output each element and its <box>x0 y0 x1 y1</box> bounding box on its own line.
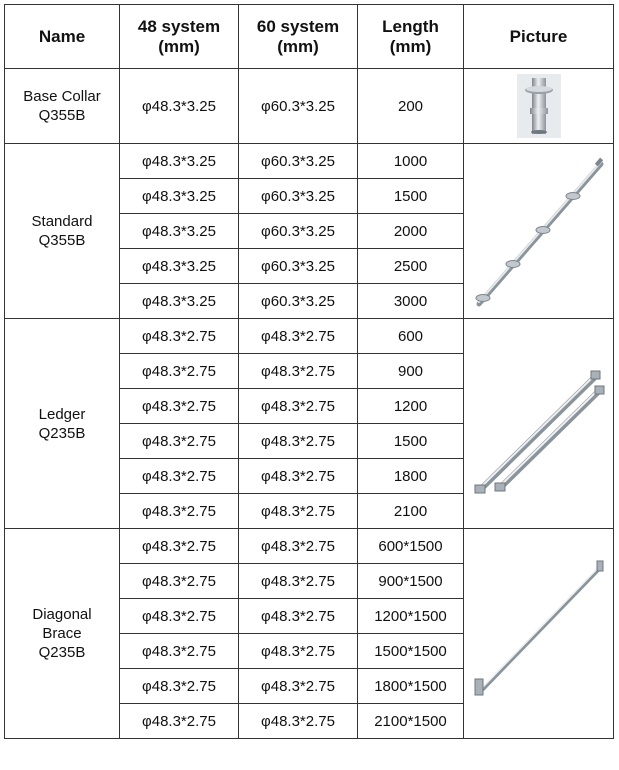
cell-60-system: φ48.3*2.75 <box>239 564 358 599</box>
header-picture: Picture <box>464 5 614 69</box>
cell-length: 1800*1500 <box>358 669 464 704</box>
cell-length: 2000 <box>358 214 464 249</box>
cell-60-system: φ60.3*3.25 <box>239 179 358 214</box>
cell-48-system: φ48.3*2.75 <box>120 424 239 459</box>
cell-48-system: φ48.3*2.75 <box>120 564 239 599</box>
header-48-system: 48 system (mm) <box>120 5 239 69</box>
cell-length: 200 <box>358 69 464 144</box>
cell-60-system: φ48.3*2.75 <box>239 319 358 354</box>
cell-length: 1500*1500 <box>358 634 464 669</box>
standard-icon <box>469 146 609 316</box>
cell-60-system: φ48.3*2.75 <box>239 634 358 669</box>
cell-length: 3000 <box>358 284 464 319</box>
cell-length: 900*1500 <box>358 564 464 599</box>
cell-60-system: φ48.3*2.75 <box>239 459 358 494</box>
group-name-base-collar: Base Collar Q355B <box>5 69 120 144</box>
header-name: Name <box>5 5 120 69</box>
cell-length: 1500 <box>358 424 464 459</box>
cell-48-system: φ48.3*2.75 <box>120 704 239 739</box>
cell-48-system: φ48.3*3.25 <box>120 214 239 249</box>
table-row <box>5 319 614 354</box>
diagonal-brace-icon <box>469 539 609 729</box>
cell-48-system: φ48.3*3.25 <box>120 69 239 144</box>
cell-60-system: φ60.3*3.25 <box>239 214 358 249</box>
cell-length: 1800 <box>358 459 464 494</box>
cell-48-system: φ48.3*2.75 <box>120 354 239 389</box>
cell-48-system: φ48.3*2.75 <box>120 634 239 669</box>
cell-60-system: φ48.3*2.75 <box>239 704 358 739</box>
cell-length: 1200*1500 <box>358 599 464 634</box>
cell-60-system: φ48.3*2.75 <box>239 529 358 564</box>
cell-48-system: φ48.3*2.75 <box>120 319 239 354</box>
header-60-system: 60 system (mm) <box>239 5 358 69</box>
cell-60-system: φ48.3*2.75 <box>239 389 358 424</box>
cell-48-system: φ48.3*3.25 <box>120 284 239 319</box>
cell-48-system: φ48.3*2.75 <box>120 459 239 494</box>
ledger-icon <box>469 329 609 519</box>
picture-cell-diagonal-brace <box>464 529 614 739</box>
spec-table <box>4 4 614 739</box>
header-row <box>5 5 614 69</box>
table-row <box>5 69 614 144</box>
cell-length: 2100 <box>358 494 464 529</box>
cell-length: 1500 <box>358 179 464 214</box>
group-name-standard: Standard Q355B <box>5 144 120 319</box>
cell-60-system: φ60.3*3.25 <box>239 144 358 179</box>
cell-48-system: φ48.3*2.75 <box>120 494 239 529</box>
table-row <box>5 529 614 564</box>
cell-60-system: φ48.3*2.75 <box>239 599 358 634</box>
picture-cell-standard <box>464 144 614 319</box>
cell-48-system: φ48.3*2.75 <box>120 599 239 634</box>
cell-60-system: φ48.3*2.75 <box>239 494 358 529</box>
spec-sheet <box>4 4 613 765</box>
picture-cell-base-collar <box>464 69 614 144</box>
cell-48-system: φ48.3*2.75 <box>120 529 239 564</box>
picture-cell-ledger <box>464 319 614 529</box>
cell-48-system: φ48.3*3.25 <box>120 249 239 284</box>
cell-48-system: φ48.3*2.75 <box>120 669 239 704</box>
cell-60-system: φ48.3*2.75 <box>239 669 358 704</box>
base-collar-icon <box>517 74 561 138</box>
cell-length: 900 <box>358 354 464 389</box>
group-name-diagonal-brace: Diagonal Brace Q235B <box>5 529 120 739</box>
cell-60-system: φ60.3*3.25 <box>239 284 358 319</box>
cell-length: 1200 <box>358 389 464 424</box>
cell-48-system: φ48.3*3.25 <box>120 179 239 214</box>
cell-length: 2100*1500 <box>358 704 464 739</box>
cell-60-system: φ48.3*2.75 <box>239 354 358 389</box>
cell-length: 600*1500 <box>358 529 464 564</box>
cell-length: 2500 <box>358 249 464 284</box>
cell-48-system: φ48.3*3.25 <box>120 144 239 179</box>
cell-length: 1000 <box>358 144 464 179</box>
cell-48-system: φ48.3*2.75 <box>120 389 239 424</box>
cell-60-system: φ48.3*2.75 <box>239 424 358 459</box>
cell-60-system: φ60.3*3.25 <box>239 249 358 284</box>
header-length: Length (mm) <box>358 5 464 69</box>
group-name-ledger: Ledger Q235B <box>5 319 120 529</box>
cell-60-system: φ60.3*3.25 <box>239 69 358 144</box>
table-row <box>5 144 614 179</box>
cell-length: 600 <box>358 319 464 354</box>
